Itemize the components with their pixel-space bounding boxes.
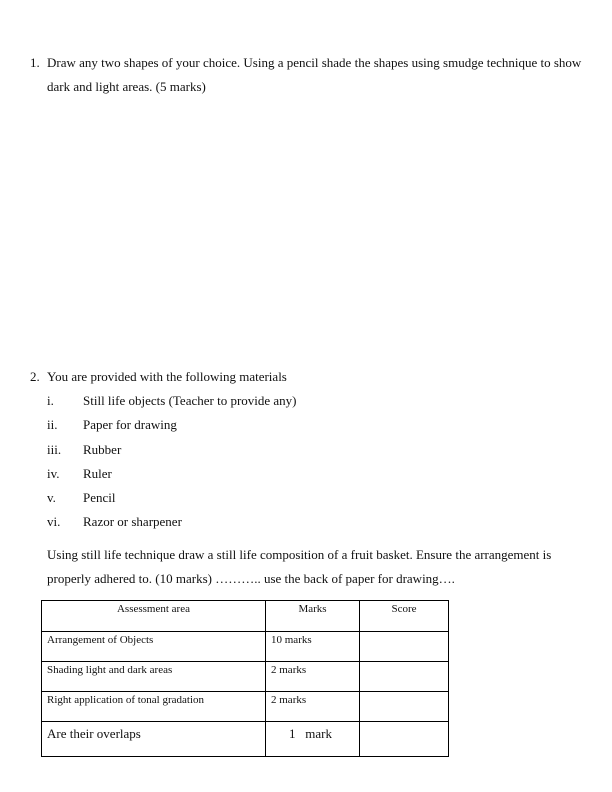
list-item: [30, 510, 590, 534]
list-label: Paper for drawing: [83, 417, 177, 433]
list-label: Still life objects (Teacher to provide any): [83, 393, 297, 408]
cell-area: Arrangement of Objects: [42, 632, 266, 662]
list-numeral: iii.: [47, 441, 62, 457]
list-numeral: ii.: [47, 417, 58, 433]
question-text: Draw any two shapes of your choice. Using a pencil shade the shapes using smudge technique to show dark and light areas. (5 marks): [47, 55, 582, 94]
cell-marks: 2 marks: [266, 662, 360, 692]
cell-area: Shading light and dark areas: [42, 662, 266, 692]
question-intro: You are provided with the following materials: [47, 369, 287, 384]
list-item: [30, 389, 590, 413]
cell-marks: 1 mark: [266, 722, 360, 757]
table-row: [42, 692, 449, 722]
assessment-table: [41, 600, 449, 757]
header-score: Score: [360, 601, 449, 632]
table-row: [42, 632, 449, 662]
cell-score: [360, 722, 449, 757]
list-label: Razor or sharpener: [83, 514, 182, 530]
list-label: Rubber: [83, 441, 122, 457]
question-number: 2.: [30, 369, 40, 384]
cell-marks: 10 marks: [266, 632, 360, 662]
cell-area: Right application of tonal gradation: [42, 692, 266, 722]
list-item: [30, 438, 590, 462]
cell-area: Are their overlaps: [42, 722, 266, 757]
list-item: [30, 462, 590, 486]
question-instruction: Using still life technique draw a still life composition of a fruit basket. Ensure the arrangement is properly adhered to. (10 marks) ……….. use the back of paper for drawing….: [47, 546, 552, 586]
list-numeral: i.: [47, 393, 54, 408]
list-label: Ruler: [83, 465, 112, 481]
question-2: [30, 365, 590, 591]
materials-list: [30, 389, 590, 535]
table-row: [42, 662, 449, 692]
cell-marks: 2 marks: [266, 692, 360, 722]
table-row: [42, 722, 449, 757]
list-numeral: vi.: [47, 514, 61, 530]
question-number: 1.: [30, 55, 40, 70]
list-numeral: iv.: [47, 465, 60, 481]
list-numeral: v.: [47, 490, 56, 506]
header-assessment-area: Assessment area: [42, 601, 266, 632]
list-item: [30, 413, 590, 437]
cell-score: [360, 632, 449, 662]
cell-score: [360, 662, 449, 692]
cell-score: [360, 692, 449, 722]
table-header-row: [42, 601, 449, 632]
header-marks: Marks: [266, 601, 360, 632]
list-item: [30, 486, 590, 510]
question-1: [30, 51, 590, 99]
list-label: Pencil: [83, 490, 116, 506]
